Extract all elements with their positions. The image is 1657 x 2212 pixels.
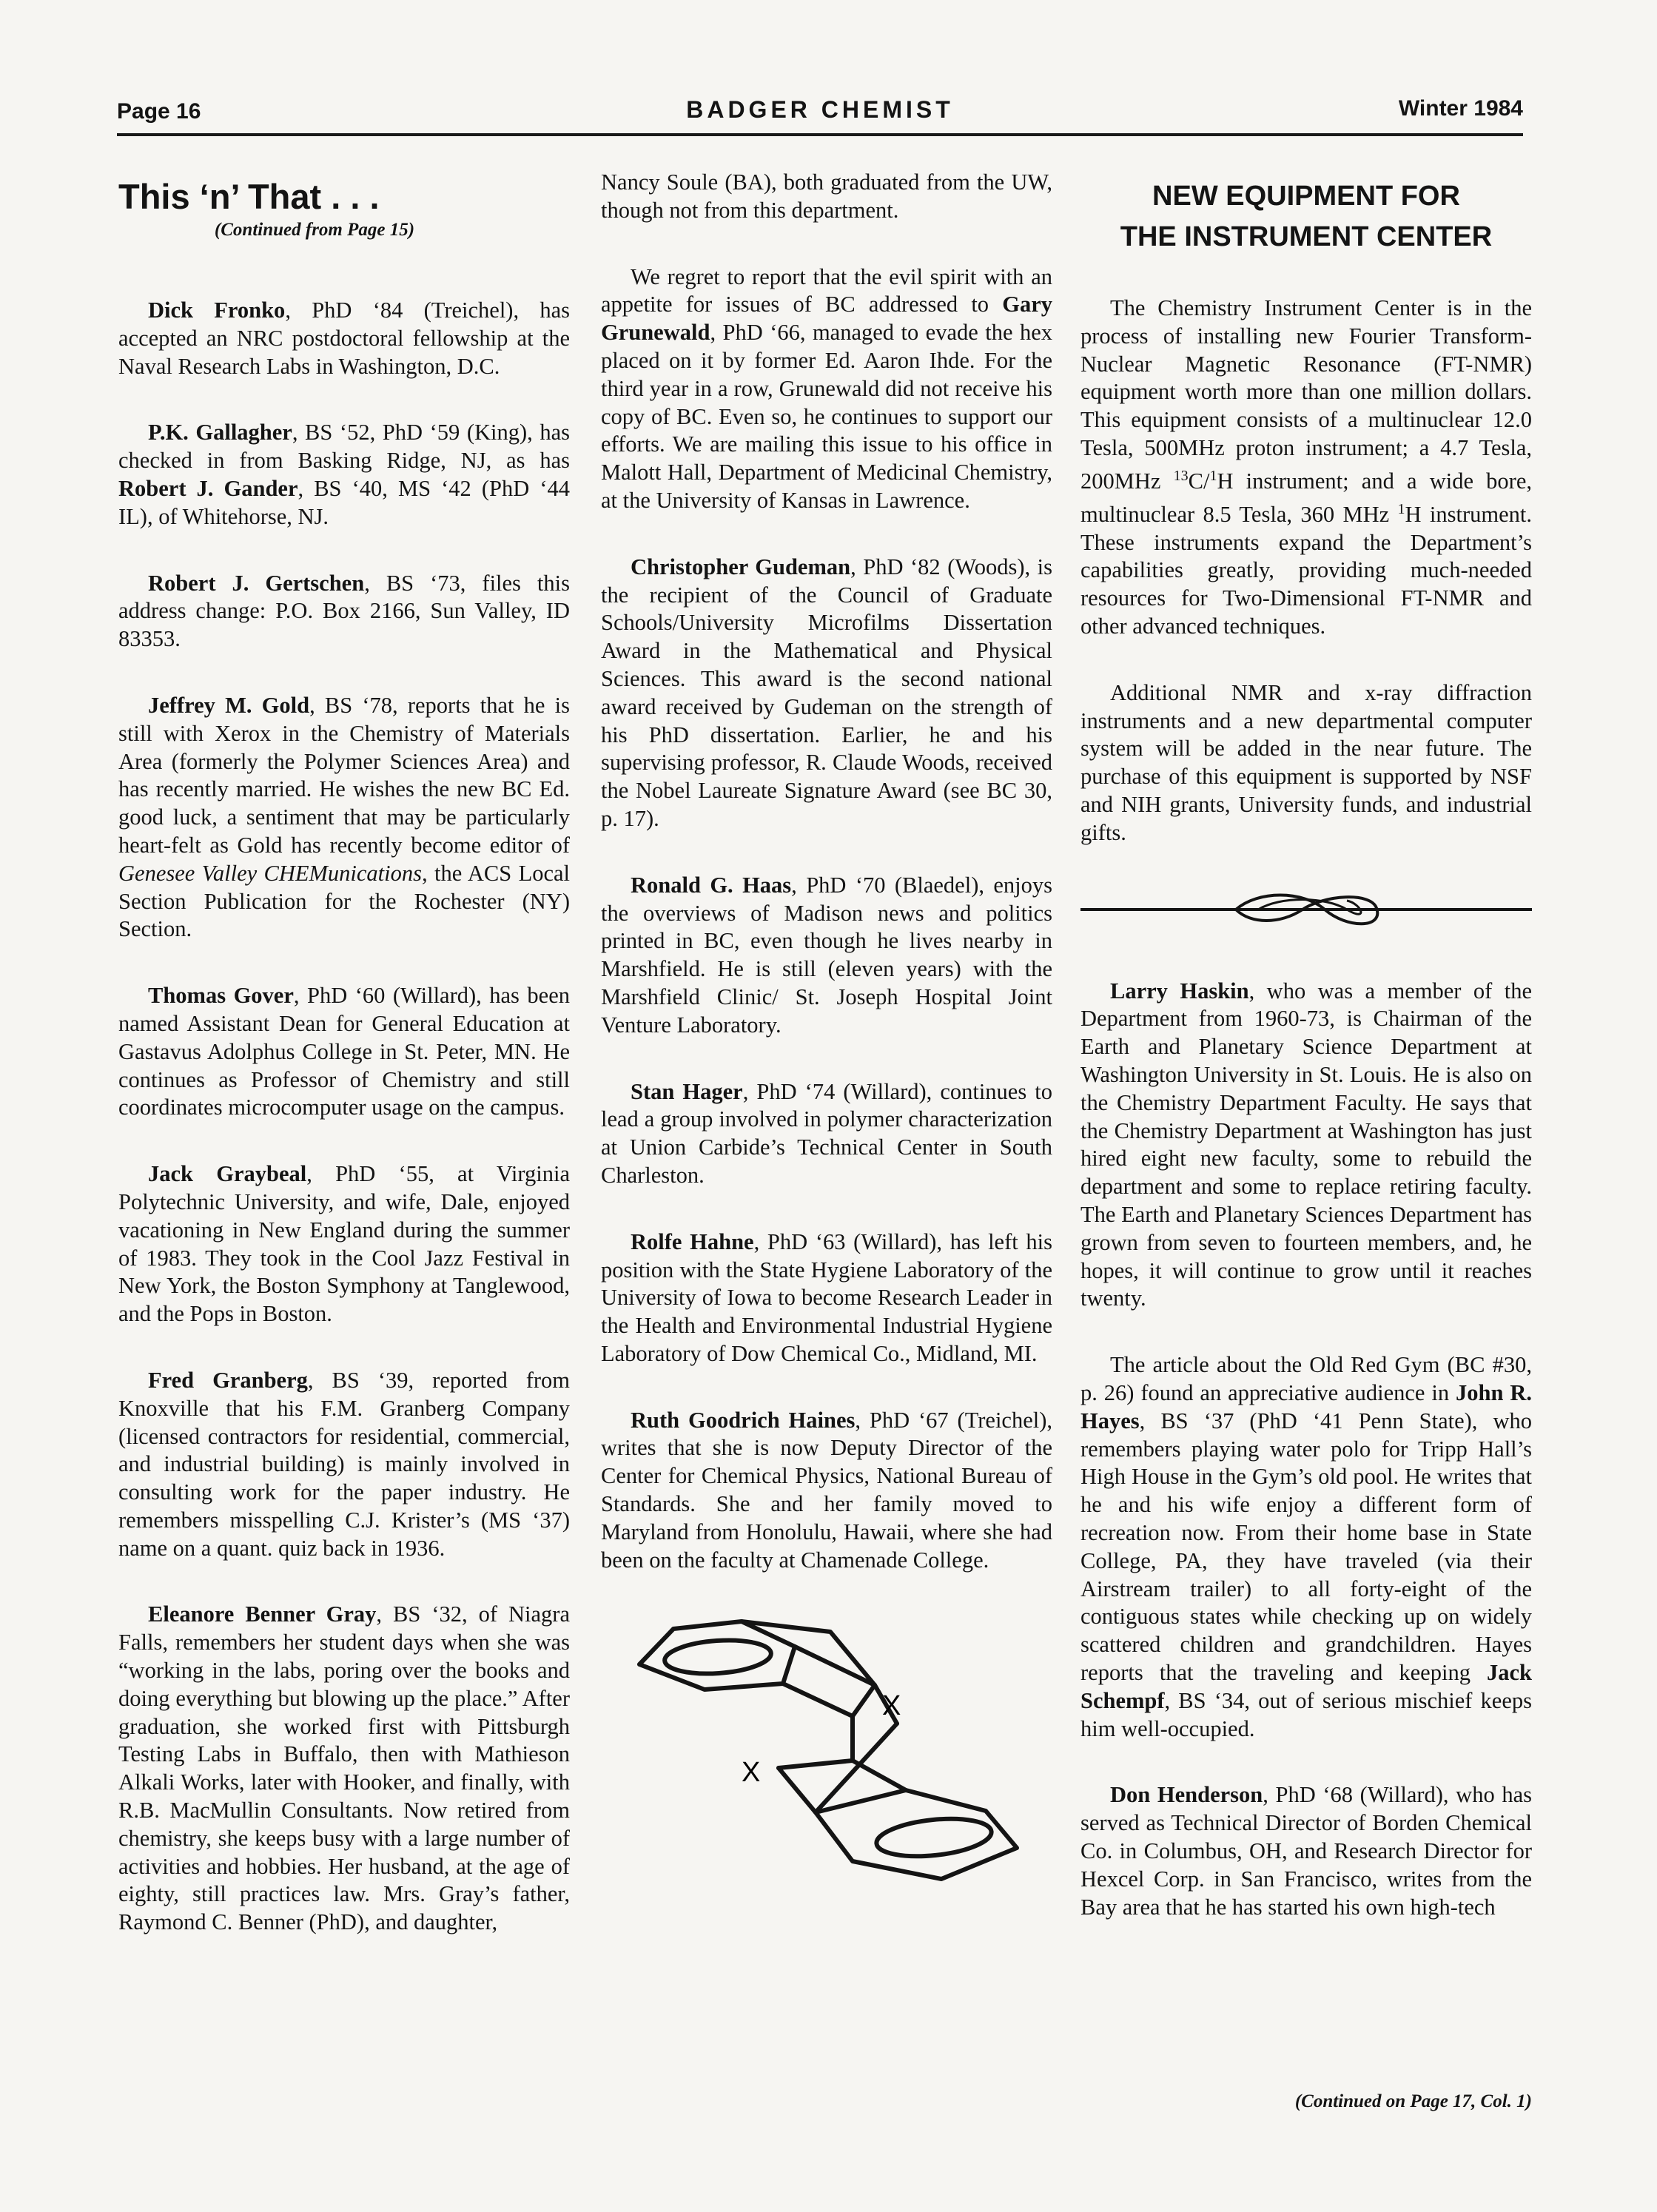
- article-title: NEW EQUIPMENT FOR THE INSTRUMENT CENTER: [1120, 181, 1493, 252]
- person-name: Don Henderson: [1110, 1782, 1263, 1808]
- molecule-label-x: X: [882, 1690, 901, 1722]
- person-name: Fred Granberg: [148, 1367, 308, 1393]
- person-name: Christopher Gudeman: [631, 554, 851, 579]
- molecule-drawing: [631, 1613, 1045, 1894]
- news-item: Ruth Goodrich Haines, PhD ‘67 (Treichel), writes that she is now Deputy Director of the Center for Chemical Physics, National Bureau of Standards. She and her family moved to Maryland from Honolulu, Hawaii, where she had been on the faculty at Chamenade College.: [601, 1407, 1053, 1573]
- upper-ring-inner: [664, 1637, 773, 1677]
- news-item: Fred Granberg, BS ‘39, reported from Knoxville that his F.M. Granberg Company (licensed contractors for residential, commercial, and industrial building) is mainly involved in consulting work for the paper industry. He remembers misspelling C.J. Krister’s (MS ‘37) name on a quant. quiz back in 1936.: [118, 1367, 570, 1561]
- news-item: Jeffrey M. Gold, BS ‘78, reports that he is still with Xerox in the Chemistry of Materials Area (formerly the Polymer Sciences Area) and has recently married. He wishes the new BC Ed. good luck, a sentiment that may be particularly heart-felt as Gold has recently become editor of Genesee Valley CHEMunications, the ACS Local Section Publication for the Rochester (NY) Section.: [118, 692, 570, 942]
- continued-footnote: (Continued on Page 17, Col. 1): [1294, 2091, 1532, 2111]
- person-name: Gary Grunewald: [601, 292, 1052, 346]
- person-name: Dick Fronko: [148, 297, 286, 323]
- person-name: Stan Hager: [631, 1078, 743, 1104]
- news-item: P.K. Gallagher, BS ‘52, PhD ‘59 (King), has checked in from Basking Ridge, NJ, as has Robert J. Gander, BS ‘40, MS ‘42 (PhD ‘44 IL), of Whitehorse, NJ.: [118, 420, 570, 529]
- person-name: Ronald G. Haas: [631, 872, 792, 898]
- page-number: Page 16: [117, 99, 201, 124]
- news-item: Rolfe Hahne, PhD ‘63 (Willard), has left his position with the State Hygiene Laboratory of the University of Iowa to become Research Leader in the Health and Environmental Industrial Hygiene Laboratory of Dow Chemical Co., Midland, MI.: [601, 1228, 1052, 1366]
- person-name: Jack Schempf: [1080, 1659, 1532, 1713]
- news-item: Ronald G. Haas, PhD ‘70 (Blaedel), enjoys the overviews of Madison news and politics printed in BC, even though he lives nearby in Marshfield. He is still (eleven years) with the Marshfield Clinic/ St. Joseph Hospital Joint Venture Laboratory.: [601, 872, 1052, 1038]
- molecule-label-x: X: [742, 1757, 761, 1789]
- news-item: We regret to report that the evil spirit with an appetite for issues of BC addressed to Gary Grunewald, PhD ‘66, managed to evade the hex placed on it by former Ed. Aaron Ihde. For the third year in a row, Grunewald did not receive his copy of BC. Even so, he continues to support our efforts. We are mailing this issue to his office in Malott Hall, Department of Medicinal Chemistry, at the University of Kansas in Lawrence.: [601, 263, 1052, 513]
- column-1: [118, 169, 570, 1975]
- news-item: Thomas Gover, PhD ‘60 (Willard), has been named Assistant Dean for General Education at Gastavus Adolphus College in St. Peter, MN. He continues as Professor of Chemistry and still coordinates microcomputer usage on the campus.: [118, 983, 570, 1120]
- news-item: Robert J. Gertschen, BS ‘73, files this address change: P.O. Box 2166, Sun Valley, ID 83353.: [118, 570, 570, 652]
- person-name: Thomas Gover: [148, 983, 294, 1009]
- news-item: Dick Fronko, PhD ‘84 (Treichel), has accepted an NRC postdoctoral fellowship at the Naval Research Labs in Washington, D.C.: [118, 297, 571, 379]
- column-3: [1080, 169, 1532, 1960]
- column-2: [601, 169, 1052, 1894]
- news-item: The article about the Old Red Gym (BC #30, p. 26) found an appreciative audience in John R. Hayes, BS ‘37 (PhD ‘41 Penn State), who remembers playing water polo for Tripp Hall’s High House in the Gym’s old pool. He writes that he and his wife enjoy a different form of recreation now. From their home base in State College, PA, they have traveled (via their Airstream trailer) to all forty-eight of the contiguous states while checking up on widely scattered children and grandchildren. Hayes reports that the traveling and keeping Jack Schempf, BS ‘34, out of serious mischief keeps him well-occupied.: [1080, 1352, 1533, 1741]
- news-item: Eleanore Benner Gray, BS ‘32, of Niagra Falls, remembers her student days when she was “working in the labs, poring over the books and doing everything but blowing up the place.” After graduation, she worked first with Pittsburgh Testing Labs in Buffalo, then with Mathieson Alkali Works, later with Hooker, and finally, with R.B. MacMullin Consultants. Now retired from chemistry, she keeps busy with a large number of activities and hobbies. Her husband, at the age of eighty, still practices law. Mrs. Gray’s father, Raymond C. Benner (PhD), and daughter,: [118, 1601, 570, 1935]
- news-item: Christopher Gudeman, PhD ‘82 (Woods), is the recipient of the Council of Graduate Schools/University Microfilms Dissertation Award in the Mathematical and Physical Sciences. This award is the second national award received by Gudeman on the strength of his PhD dissertation. Earlier, he and his supervising professor, R. Claude Woods, received the Nobel Laureate Signature Award (see BC 30, p. 17).: [601, 554, 1052, 831]
- news-item: Nancy Soule (BA), both graduated from the UW, though not from this department.: [601, 169, 1052, 223]
- person-name: Rolfe Hahne: [631, 1228, 754, 1254]
- news-item: Stan Hager, PhD ‘74 (Willard), continues to lead a group involved in polymer characterization at Union Carbide’s Technical Center in South Charleston.: [601, 1078, 1052, 1188]
- article-paragraph: Additional NMR and x-ray diffraction instruments and a new departmental computer system will be added in the near future. The purchase of this equipment is supported by NSF and NIH grants, University funds, and industrial gifts.: [1080, 679, 1532, 845]
- person-name: Jack Graybeal: [148, 1161, 307, 1187]
- page-header: [117, 87, 1523, 136]
- issue-date: Winter 1984: [1398, 96, 1523, 121]
- news-item: Larry Haskin, who was a member of the Department from 1960-73, is Chairman of the Earth and Planetary Science Department at Washington University in St. Louis. He is also on the Chemistry Department Faculty. He says that the Chemistry Department at Washington has just hired eight new faculty, some to rebuild the department and some to replace retiring faculty. The Earth and Planetary Sciences Department has grown from seven to fourteen members, and, he hopes, it will continue to grow until it reaches twenty.: [1080, 978, 1532, 1311]
- article-paragraph: The Chemistry Instrument Center is in the process of installing new Fourier Transform-Nuclear Magnetic Resonance (FT-NMR) equipment worth more than one million dollars. This equipment consists of a multinuclear 12.0 Tesla, 500MHz proton instrument; a 4.7 Tesla, 200MHz $^{13}$C/$^1$H instrument; and a wide bore, multinuclear 8.5 Tesla, 360 MHz $^1$H instrument. These instruments expand the Department’s capabilities greatly, providing much-needed resources for Two-Dimensional FT-NMR and other advanced techniques.: [1080, 295, 1533, 639]
- ornament-divider: [1080, 886, 1532, 930]
- lower-ring-inner: [875, 1814, 993, 1861]
- person-name: Robert J. Gander: [118, 475, 298, 501]
- person-name: Ruth Goodrich Haines: [631, 1407, 856, 1433]
- publication-title: BADGER CHEMIST: [686, 96, 954, 123]
- section-title: This ‘n’ That . . .: [118, 177, 380, 216]
- person-name: Robert J. Gertschen: [148, 570, 365, 596]
- person-name: Larry Haskin: [1110, 978, 1249, 1004]
- news-item: Don Henderson, PhD ‘68 (Willard), who has served as Technical Director of Borden Chemical Co. in Columbus, OH, and Research Director for Hexcel Corp. in San Francisco, writes from the Bay area that he has started his own high-tech: [1080, 1782, 1532, 1920]
- person-name: John R. Hayes: [1080, 1380, 1533, 1433]
- lower-ring: [816, 1790, 1017, 1879]
- person-name: P.K. Gallagher: [148, 420, 292, 446]
- news-item: Jack Graybeal, PhD ‘55, at Virginia Polytechnic University, and wife, Dale, enjoyed vacationing in New England during the summer of 1983. They took in the Cool Jazz Festival in New York, the Boston Symphony at Tanglewood, and the Pops in Boston.: [118, 1161, 570, 1327]
- continued-note: (Continued from Page 15): [214, 220, 415, 240]
- person-name: Eleanore Benner Gray: [148, 1601, 377, 1627]
- person-name: Jeffrey M. Gold: [148, 692, 310, 718]
- publication-name: Genesee Valley CHEMunications,: [118, 860, 428, 886]
